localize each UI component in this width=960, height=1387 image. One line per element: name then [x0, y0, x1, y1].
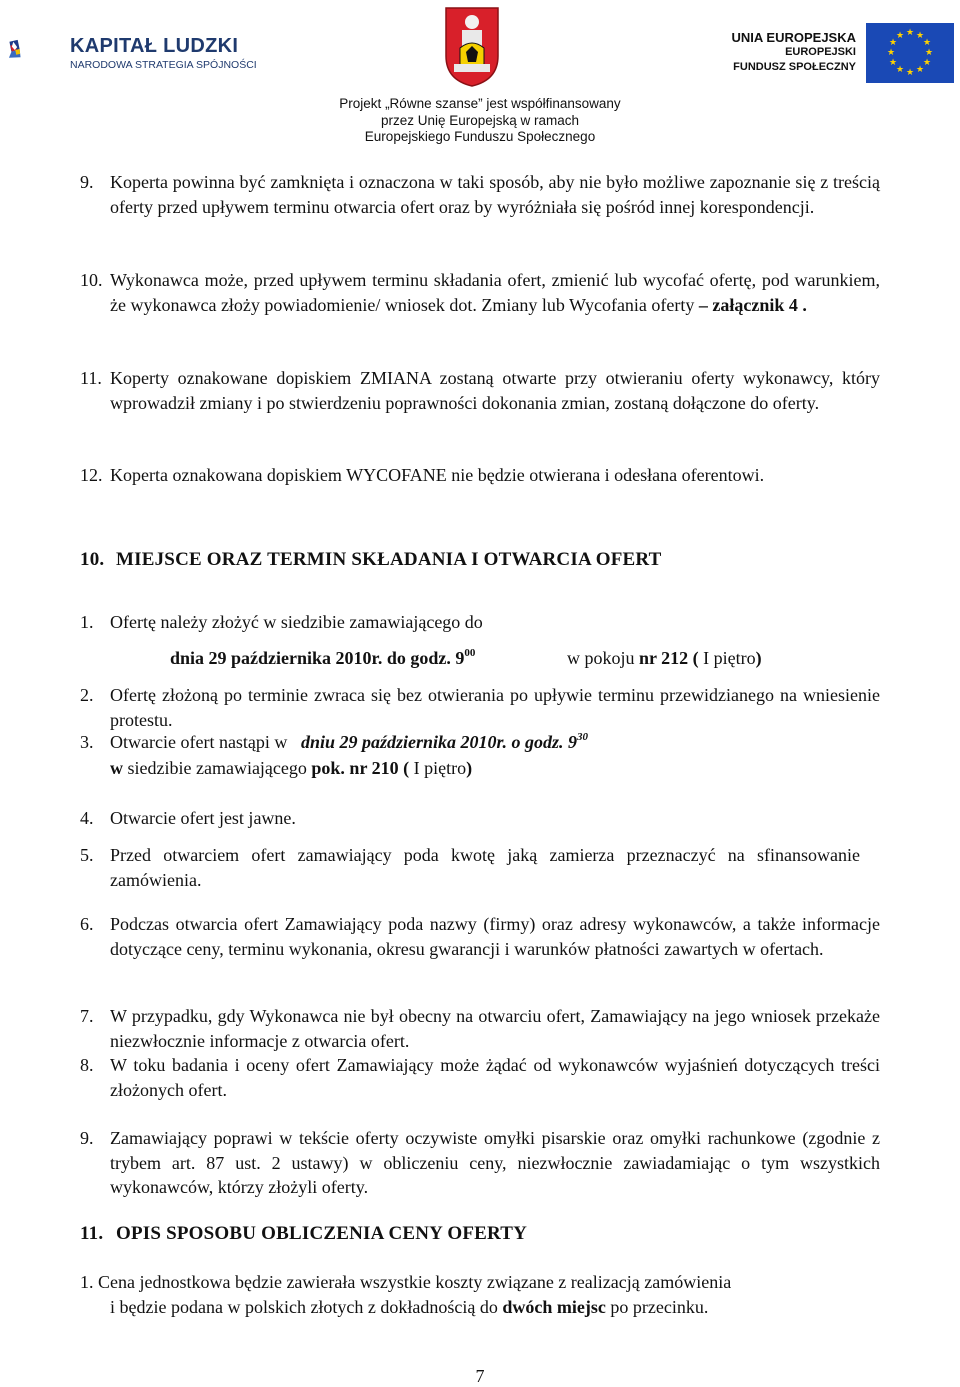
svg-text:★: ★	[905, 28, 915, 38]
item-text: Zamawiający poprawi w tekście oferty oczywiste omyłki pisarskie oraz omyłki rachunkowe (zgodnie z trybem art. 87 ust. 2 ustawy) w obliczeniu ceny, niezwłocznie zawiadamiając o tym wszystkich wykonawców, którzy złożyli oferty.	[110, 1128, 880, 1197]
section-number: 10.	[80, 549, 105, 570]
eu-line-2: EUROPEJSKI	[785, 46, 856, 58]
section-10-heading	[80, 549, 662, 571]
section-10-item-3: 3. Otwarcie ofert nastąpi w dniu 29 października 2010r. o godz. $9^{30}$	[80, 731, 588, 752]
item-text: Ofertę należy złożyć w siedzibie zamawiającego do	[110, 612, 483, 632]
section-10-item-7	[80, 1004, 880, 1053]
svg-text:★: ★	[895, 65, 905, 75]
item-number: 10.	[80, 270, 103, 290]
decimal-places: dwóch miejsc	[502, 1297, 606, 1317]
coat-of-arms-icon	[442, 4, 502, 88]
item-text: Cena jednostkowa będzie zawierała wszystkie koszty związane z realizacją zamówienia	[98, 1272, 732, 1292]
item-number: 8.	[80, 1055, 94, 1075]
item-text: Koperta oznakowana dopiskiem WYCOFANE nie będzie otwierana i odesłana oferentowi.	[110, 465, 765, 485]
section-10-item-5	[80, 843, 880, 892]
section-11-heading	[80, 1223, 527, 1245]
opening-location: w siedzibie zamawiającego pok. nr 210 ( I piętro)	[110, 758, 473, 778]
attachment-reference: – załącznik 4 .	[694, 294, 807, 315]
project-cofinancing-note	[310, 96, 650, 146]
item-text: Koperta powinna być zamknięta i oznaczona w taki sposób, aby nie było możliwe zapoznanie się z treścią oferty przed upływem terminu otwarcia ofert oraz by wyróżniała się pośród innej korespondencji.	[110, 172, 880, 217]
item-text: Wykonawca może, przed upływem terminu składania ofert, zmienić lub wycofać ofertę, pod warunkiem, że wykonawca złoży powiadomienie/ wniosek dot. Zmiany lub Wycofania oferty – załącznik 4 .	[110, 270, 880, 315]
section-11-item-1-line-1	[80, 1272, 731, 1293]
list-item-10	[80, 268, 880, 317]
item-number: 9.	[80, 1128, 94, 1148]
project-line-1: Projekt „Równe szanse” jest współfinansowany	[339, 96, 621, 111]
svg-text:★: ★	[888, 58, 898, 68]
item-text: Ofertę złożoną po terminie zwraca się bez otwierania po upływie terminu przewidzianego na wniesienie protestu.	[110, 685, 880, 730]
submission-deadline	[170, 648, 475, 669]
kapital-ludzki-subtitle: NARODOWA STRATEGIA SPÓJNOŚCI	[70, 59, 257, 71]
section-10-item-6	[80, 912, 880, 961]
svg-text:★: ★	[888, 38, 898, 48]
opening-minutes: 30	[577, 731, 588, 743]
item-text: W przypadku, gdy Wykonawca nie był obecny na otwarciu ofert, Zamawiający na jego wniosek przekaże niezwłocznie informacje z otwarcia ofert.	[110, 1006, 880, 1051]
eu-line-1: UNIA EUROPEJSKA	[731, 30, 856, 45]
section-11-item-1-line-2: i będzie podana w polskich złotych z dokładnością do dwóch miejsc po przecinku.	[110, 1297, 709, 1317]
svg-text:★: ★	[922, 38, 932, 48]
list-item-11	[80, 366, 880, 415]
item-number: 12.	[80, 465, 103, 485]
item-text: Przed otwarciem ofert zamawiający poda kwotę jaką zamierza przeznaczyć na sfinansowanie zamówienia.	[110, 845, 860, 890]
item-number: 4.	[80, 808, 94, 828]
item-number: 3.	[80, 732, 94, 752]
section-title: MIEJSCE ORAZ TERMIN SKŁADANIA I OTWARCIA OFERT	[116, 549, 662, 570]
item-text: W toku badania i oceny ofert Zamawiający może żądać od wykonawców wyjaśnień dotyczących treści złożonych ofert.	[110, 1055, 880, 1100]
section-number: 11.	[80, 1223, 104, 1244]
section-10-item-9	[80, 1126, 880, 1200]
item-number: 6.	[80, 914, 94, 934]
section-title: OPIS SPOSOBU OBLICZENIA CENY OFERTY	[116, 1223, 528, 1244]
section-10-item-2	[80, 683, 880, 732]
svg-text:★: ★	[905, 68, 915, 78]
opening-date: dniu 29 października 2010r. o godz. 9	[300, 732, 577, 752]
item-number: 5.	[80, 845, 94, 865]
svg-text:★: ★	[922, 58, 932, 68]
page-number: 7	[475, 1366, 485, 1386]
svg-text:★: ★	[915, 65, 925, 75]
kapital-ludzki-logo	[8, 10, 66, 88]
item-number: 1.	[80, 612, 94, 632]
item-number: 2.	[80, 685, 94, 705]
item-number: 1.	[80, 1272, 94, 1292]
eu-fund-label	[732, 30, 856, 75]
svg-text:★: ★	[924, 48, 934, 58]
deadline-minutes: 00	[464, 647, 476, 659]
item-text: Podczas otwarcia ofert Zamawiający poda nazwy (firmy) oraz adresy wykonawców, a także informacje dotyczące ceny, terminu wykonania, okresu gwarancji i warunków płatności zawartych w ofertach.	[110, 914, 880, 959]
section-10-item-4	[80, 806, 880, 831]
svg-text:★: ★	[895, 31, 905, 41]
item-number: 7.	[80, 1006, 94, 1026]
kapital-ludzki-title: KAPITAŁ LUDZKI	[70, 35, 239, 57]
section-10-item-8	[80, 1053, 880, 1102]
svg-text:★: ★	[886, 48, 896, 58]
item-text: Otwarcie ofert jest jawne.	[110, 808, 296, 828]
svg-text:★: ★	[915, 31, 925, 41]
list-item-12	[80, 463, 880, 488]
eu-line-3: FUNDUSZ SPOŁECZNY	[733, 61, 856, 73]
eu-flag-icon	[866, 23, 954, 83]
item-number: 9.	[80, 172, 94, 192]
deadline-date: dnia 29 października 2010r. do godz. 9	[170, 648, 465, 668]
item-number: 11.	[80, 368, 102, 388]
submission-room: w pokoju nr 212 ( I piętro)	[567, 648, 762, 668]
section-10-item-1	[80, 610, 880, 635]
project-line-2: przez Unię Europejską w ramach	[380, 112, 580, 128]
list-item-9	[80, 170, 880, 219]
item-text: Koperty oznakowane dopiskiem ZMIANA zostaną otwarte przy otwieraniu oferty wykonawcy, który wprowadził zmiany i po stwierdzeniu poprawności dokonania zmian, zostaną dołączone do oferty.	[110, 368, 880, 413]
project-line-3: Europejskiego Funduszu Społecznego	[364, 129, 596, 144]
